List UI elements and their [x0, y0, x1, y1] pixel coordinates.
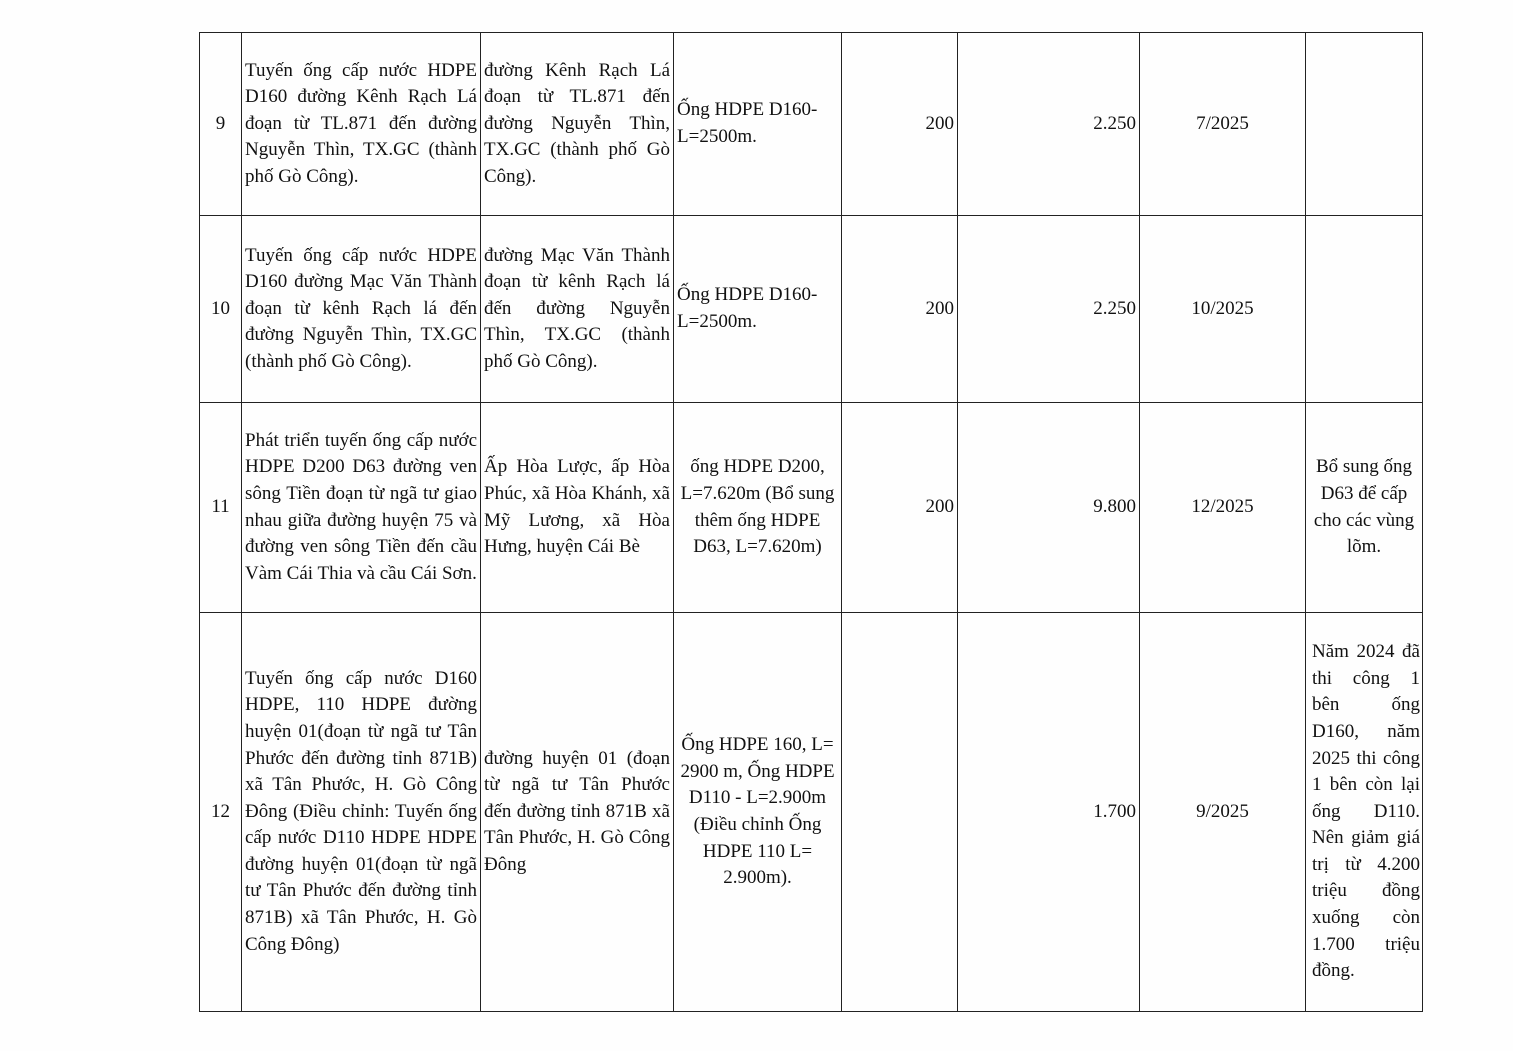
- cost: 1.700: [958, 613, 1140, 1012]
- project-name: Phát triển tuyến ống cấp nước HDPE D200 D63 đường ven sông Tiền đoạn từ ngã tư giao nhau giữa đường huyện 75 và đường ven sông Tiền đến cầu Vàm Cái Thia và cầu Cái Sơn.: [242, 403, 481, 613]
- capacity: 200: [842, 33, 958, 216]
- capacity: 200: [842, 403, 958, 613]
- cost: 2.250: [958, 33, 1140, 216]
- project-name: Tuyến ống cấp nước D160 HDPE, 110 HDPE đường huyện 01(đoạn từ ngã tư Tân Phước đến đường tỉnh 871B) xã Tân Phước, H. Gò Công Đông (Điều chỉnh: Tuyến ống cấp nước D110 HDPE HDPE đường huyện 01(đoạn từ ngã tư Tân Phước đến đường tỉnh 871B) xã Tân Phước, H. Gò Công Đông): [242, 613, 481, 1012]
- cost: 2.250: [958, 216, 1140, 403]
- location: đường Mạc Văn Thành đoạn từ kênh Rạch lá đến đường Nguyễn Thìn, TX.GC (thành phố Gò Công).: [481, 216, 674, 403]
- table-row: [200, 613, 1423, 1012]
- scale: ống HDPE D200, L=7.620m (Bổ sung thêm ống HDPE D63, L=7.620m): [674, 403, 842, 613]
- note: [1306, 216, 1423, 403]
- row-number: 12: [200, 613, 242, 1012]
- location: đường huyện 01 (đoạn từ ngã tư Tân Phước đến đường tỉnh 871B xã Tân Phước, H. Gò Công Đông: [481, 613, 674, 1012]
- completion-time: 10/2025: [1140, 216, 1306, 403]
- scale: Ống HDPE D160- L=2500m.: [674, 216, 842, 403]
- note: Bổ sung ống D63 để cấp cho các vùng lõm.: [1306, 403, 1423, 613]
- completion-time: 9/2025: [1140, 613, 1306, 1012]
- table-row: [200, 216, 1423, 403]
- row-number: 11: [200, 403, 242, 613]
- capacity: [842, 613, 958, 1012]
- table-row: [200, 403, 1423, 613]
- location: đường Kênh Rạch Lá đoạn từ TL.871 đến đường Nguyễn Thìn, TX.GC (thành phố Gò Công).: [481, 33, 674, 216]
- cost: 9.800: [958, 403, 1140, 613]
- table-row: [200, 33, 1423, 216]
- note: [1306, 33, 1423, 216]
- project-name: Tuyến ống cấp nước HDPE D160 đường Mạc Văn Thành đoạn từ kênh Rạch lá đến đường Nguyễn Thìn, TX.GC (thành phố Gò Công).: [242, 216, 481, 403]
- scale: Ống HDPE 160, L= 2900 m, Ống HDPE D110 - L=2.900m (Điều chỉnh Ống HDPE 110 L= 2.900m).: [674, 613, 842, 1012]
- note: Năm 2024 đã thi công 1 bên ống D160, năm 2025 thi công 1 bên còn lại ống D110. Nên giảm giá trị từ 4.200 triệu đồng xuống còn 1.700 triệu đồng.: [1306, 613, 1423, 1012]
- row-number: 9: [200, 33, 242, 216]
- capacity: 200: [842, 216, 958, 403]
- row-number: 10: [200, 216, 242, 403]
- project-table: [199, 32, 1423, 1012]
- completion-time: 7/2025: [1140, 33, 1306, 216]
- location: Ấp Hòa Lược, ấp Hòa Phúc, xã Hòa Khánh, xã Mỹ Lương, xã Hòa Hưng, huyện Cái Bè: [481, 403, 674, 613]
- completion-time: 12/2025: [1140, 403, 1306, 613]
- project-name: Tuyến ống cấp nước HDPE D160 đường Kênh Rạch Lá đoạn từ TL.871 đến đường Nguyễn Thìn, TX.GC (thành phố Gò Công).: [242, 33, 481, 216]
- scale: Ống HDPE D160- L=2500m.: [674, 33, 842, 216]
